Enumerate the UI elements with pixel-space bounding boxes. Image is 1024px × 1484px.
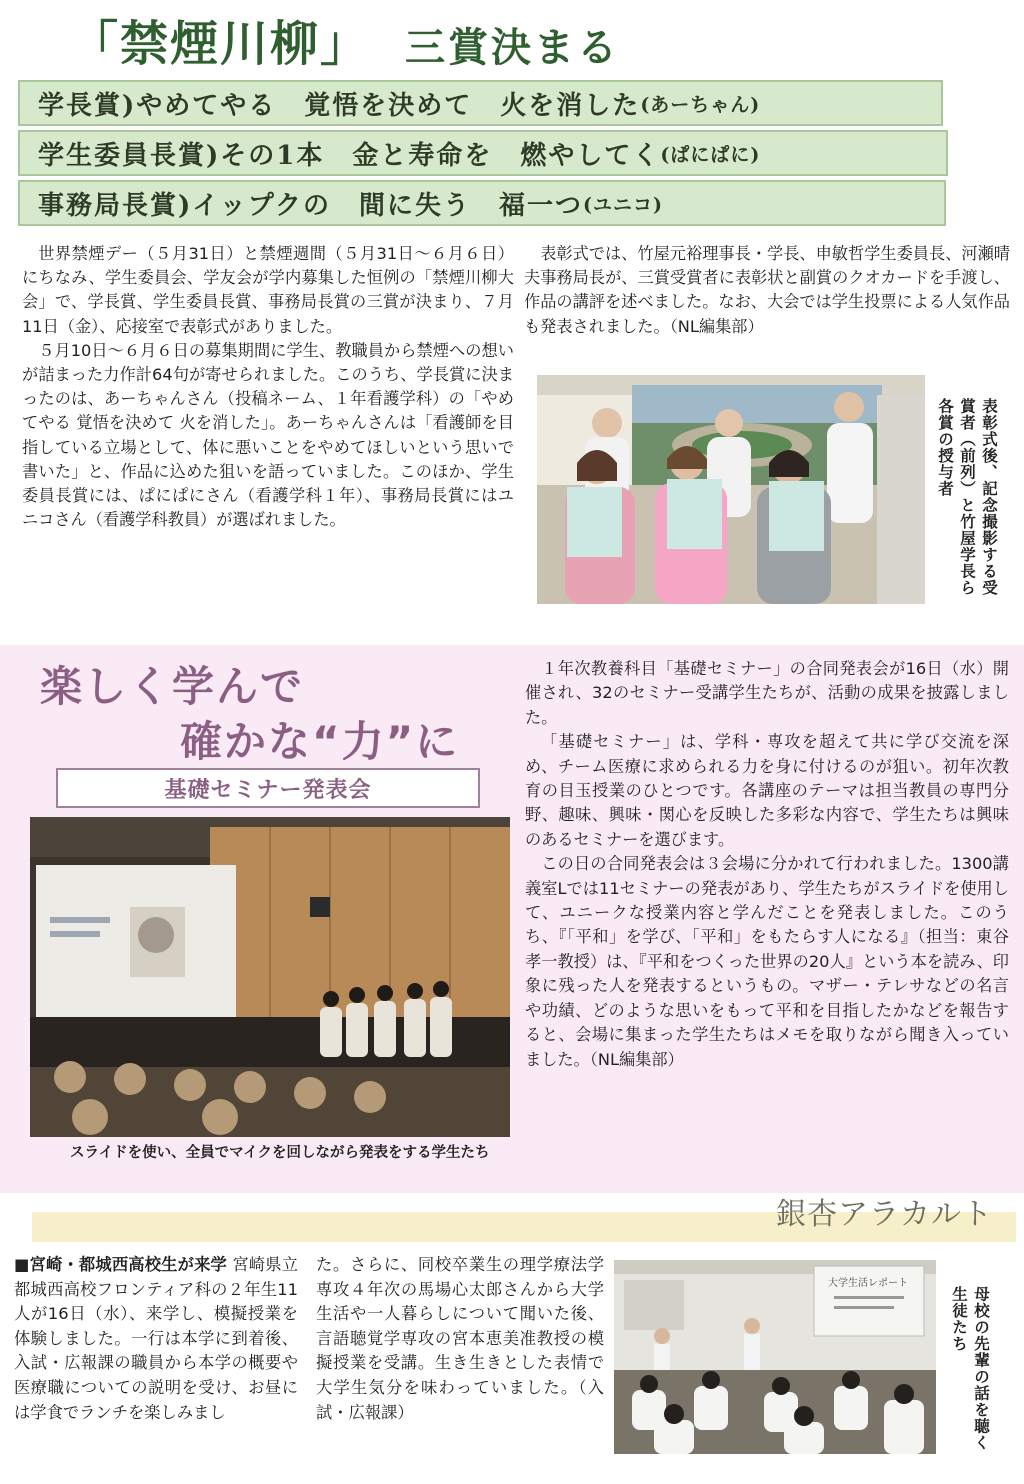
paragraph: 表彰式では、竹屋元裕理事長・学長、申敏哲学生委員長、河瀬晴夫事務局長が、三賞受賞者に表彰状と副賞のクオカードを手渡し、作品の講評を述べました。なお、大会では学生投票による人気作品も発表されました。（NL編集部） xyxy=(524,244,1010,336)
award-banner-president xyxy=(18,80,943,126)
article-body-left xyxy=(22,242,514,532)
seminar-article-body xyxy=(525,657,1009,1072)
article-title: 「禁煙川柳」 xyxy=(70,16,371,72)
visit-text: 宮崎県立都城西高校フロンティア科の２年生11人が16日（水）、来学し、模擬授業を体験しました。一行は本学に到着後、入試・広報課の職員から本学の概要や医療職についての説明を受け、お昼には学食でランチを楽しみまし xyxy=(14,1255,298,1422)
photo-caption: スライドを使い、全員でマイクを回しながら発表をする学生たち xyxy=(70,1145,490,1161)
section-title: 銀杏アラカルト xyxy=(776,1197,993,1232)
classroom-photo xyxy=(614,1260,936,1454)
paragraph: 世界禁煙デー（５月31日）と禁煙週間（５月31日～６月６日）にちなみ、学生委員会、学友会が学内募集した恒例の「禁煙川柳大会」で、学長賞、学生委員長賞、事務局長賞の三賞が決まり、７月11日（金）、応接室で表彰式がありました。 xyxy=(22,244,514,336)
article-subtitle: 三賞決まる xyxy=(405,25,620,71)
seminar-subheading: 基礎セミナー発表会 xyxy=(56,768,480,808)
seminar-presentation-photo xyxy=(30,817,510,1137)
slide-title-text: 大学生活レポート xyxy=(828,1278,908,1289)
visit-text: た。さらに、同校卒業生の理学療法学専攻４年次の馬場心太郎さんから大学生活や一人暮らしについて聞いた後、言語聴覚学専攻の宮本恵美准教授の模擬授業を受講。生き生きとした表情で大学生気分を味わっていました。（入試・広報課） xyxy=(316,1255,604,1422)
paragraph: １年次教養科目「基礎セミナー」の合同発表会が16日（水）開催され、32のセミナー受講学生たちが、活動の成果を披露しました。 xyxy=(525,659,1009,727)
photo-caption: 母校の先輩の話を聴く生徒たち xyxy=(950,1286,990,1451)
photo-caption: 表彰式後、記念撮影する受賞者（前列）と竹屋学長ら各賞の授与者 xyxy=(936,398,998,596)
visit-headline: ■宮崎・都城西高校生が来学 xyxy=(14,1255,227,1274)
article-body-right xyxy=(524,242,1010,339)
award-ceremony-photo xyxy=(537,375,925,604)
award-text: 学生委員長賞)その1本 金と寿命を 燃やしてく xyxy=(38,140,661,171)
paragraph: 「基礎セミナー」は、学科・専攻を超えて共に学び交流を深め、チーム医療に求められる力を身に付けるのが狙い。初年次教育の目玉授業のひとつです。各講座のテーマは担当教員の専門分野、趣味、興味・関心を反映した多彩な内容で、学生たちは興味のあるセミナーを選びます。 xyxy=(525,732,1009,849)
award-text: 学長賞)やめてやる 覚悟を決めて 火を消した xyxy=(38,90,641,121)
visit-article-col2 xyxy=(316,1253,604,1425)
award-banner-secretariat xyxy=(18,180,946,226)
paragraph: この日の合同発表会は３会場に分かれて行われました。1300講義室Lでは11セミナーの発表があり、学生たちがスライドを使用して、ユニークな授業内容と学んだことを発表しました。このうち、『「平和」を学び、「平和」をもたらす人になる』（担当：東谷孝一教授）は、『平和をつくった世界の20人』という本を読み、印象に残った人を発表するというもの。マザー・テレサなどの名言や功績、どのような思いをもって平和を目指したかなどを報告すると、会場に集まった学生たちはメモを取りながら聞き入っていました。（NL編集部） xyxy=(525,854,1009,1069)
award-author: (あーちゃん) xyxy=(640,93,761,116)
award-author: (ぱにぱに) xyxy=(660,143,761,166)
award-banner-student-chair xyxy=(18,130,948,176)
award-author: (ユニコ) xyxy=(583,193,663,216)
award-ceremony-illustration xyxy=(537,375,925,604)
paragraph: ５月10日～６月６日の募集期間に学生、教職員から禁煙への想いが詰まった力作計64句が寄せられました。このうち、学長賞に決まったのは、あーちゃんさん（投稿ネーム、１年看護学科）の「やめてやる 覚悟を決めて 火を消した」。あーちゃんさんは「看護師を目指している立場として、体に悪いことをやめてほしいという思いで書いた」と、作品に込めた狙いを語っていました。このほか、学生委員長賞には、ぱにぱにさん（看護学科１年）、事務局長賞にはユニコさん（看護学科教員）が選ばれました。 xyxy=(22,340,514,530)
seminar-headline-line2: 確かな“力”に xyxy=(180,717,460,766)
lecture-hall-illustration xyxy=(30,817,510,1137)
seminar-headline-line1: 楽しく学んで xyxy=(40,662,305,711)
classroom-illustration xyxy=(614,1260,936,1454)
award-text: 事務局長賞)イップクの 間に失う 福一つ xyxy=(38,190,584,221)
visit-article-col1 xyxy=(14,1253,298,1425)
